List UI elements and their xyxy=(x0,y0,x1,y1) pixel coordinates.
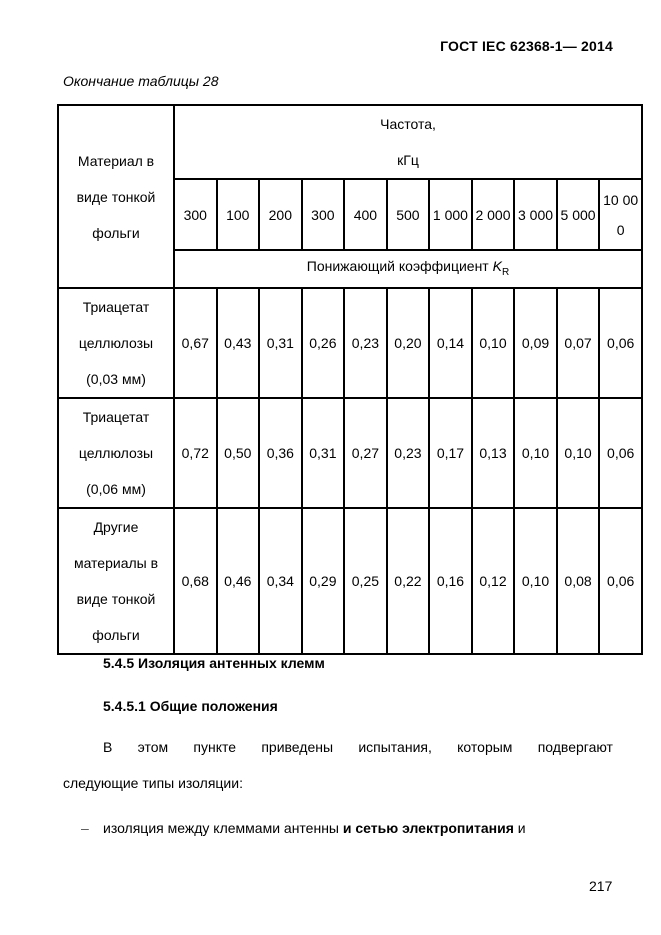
value-cell: 0,31 xyxy=(302,398,345,508)
table-caption: Окончание таблицы 28 xyxy=(63,73,219,89)
value-cell: 0,25 xyxy=(344,508,387,654)
paragraph-word: подвергают xyxy=(537,739,613,755)
material-line: Триацетат xyxy=(82,299,150,315)
frequency-cell: 500 xyxy=(387,179,430,250)
material-line: виде тонкой xyxy=(76,591,156,607)
frequency-cell: 400 xyxy=(344,179,387,250)
material-header-cell xyxy=(58,105,174,288)
frequency-cell: 300 xyxy=(174,179,217,250)
paragraph-word: которым xyxy=(457,739,513,755)
value-cell: 0,46 xyxy=(217,508,260,654)
bullet-dash: – xyxy=(81,820,89,836)
paragraph-first-line xyxy=(103,739,613,755)
value-cell: 0,16 xyxy=(429,508,472,654)
bullet-text: изоляция между клеммами антенны xyxy=(103,820,343,836)
value-cell: 0,26 xyxy=(302,288,345,398)
frequency-cell: 5 000 xyxy=(557,179,600,250)
value-cell: 0,34 xyxy=(259,508,302,654)
material-header-line: фольги xyxy=(92,224,140,241)
value-cell: 0,36 xyxy=(259,398,302,508)
value-cell: 0,06 xyxy=(599,288,642,398)
coefficient-subscript: R xyxy=(501,266,510,278)
document-id: ГОСТ IEC 62368-1— 2014 xyxy=(440,38,613,54)
paragraph-word: приведены xyxy=(261,739,334,755)
paragraph-word: В xyxy=(103,739,113,755)
value-cell: 0,68 xyxy=(174,508,217,654)
value-cell: 0,22 xyxy=(387,508,430,654)
subsection-heading: 5.4.5.1 Общие положения xyxy=(103,698,278,714)
frequency-header-cell xyxy=(174,105,642,179)
value-cell: 0,10 xyxy=(472,288,515,398)
material-cell xyxy=(58,288,174,398)
value-cell: 0,17 xyxy=(429,398,472,508)
frequency-cell: 100 xyxy=(217,179,260,250)
material-line: целлюлозы xyxy=(78,335,154,351)
frequency-cell: 200 xyxy=(259,179,302,250)
value-cell: 0,10 xyxy=(514,398,557,508)
coefficient-header-cell xyxy=(174,250,642,288)
frequency-cell: 300 xyxy=(302,179,345,250)
bullet-bold-text: и сетью электропитания xyxy=(342,820,514,836)
paragraph-continuation: следующие типы изоляции: xyxy=(63,775,243,791)
value-cell: 0,72 xyxy=(174,398,217,508)
paragraph-word: этом xyxy=(137,739,169,755)
frequency-cell: 3 000 xyxy=(514,179,557,250)
table-row xyxy=(58,398,642,508)
value-cell: 0,07 xyxy=(557,288,600,398)
coefficient-symbol: K xyxy=(492,257,502,274)
table-28 xyxy=(57,104,643,655)
table-row xyxy=(58,288,642,398)
bullet-item xyxy=(103,820,526,836)
value-cell: 0,08 xyxy=(557,508,600,654)
value-cell: 0,10 xyxy=(557,398,600,508)
material-line: фольги xyxy=(92,627,140,643)
material-header-line: виде тонкой xyxy=(76,188,156,205)
page-number: 217 xyxy=(589,878,613,894)
value-cell: 0,12 xyxy=(472,508,515,654)
value-cell: 0,20 xyxy=(387,288,430,398)
section-heading: 5.4.5 Изоляция антенных клемм xyxy=(103,655,325,671)
value-cell: 0,43 xyxy=(217,288,260,398)
material-line: (0,03 мм) xyxy=(86,371,146,387)
paragraph-word: испытания, xyxy=(358,739,432,755)
frequency-cell: 2 000 xyxy=(472,179,515,250)
coefficient-header-text: Понижающий коэффициент xyxy=(306,257,489,274)
value-cell: 0,50 xyxy=(217,398,260,508)
material-line: Другие xyxy=(93,519,139,535)
value-cell: 0,23 xyxy=(387,398,430,508)
value-cell: 0,06 xyxy=(599,398,642,508)
frequency-header-line: кГц xyxy=(397,152,419,168)
material-line: целлюлозы xyxy=(78,445,154,461)
value-cell: 0,67 xyxy=(174,288,217,398)
material-line: (0,06 мм) xyxy=(86,481,146,497)
value-cell: 0,09 xyxy=(514,288,557,398)
value-cell: 0,29 xyxy=(302,508,345,654)
value-cell: 0,13 xyxy=(472,398,515,508)
value-cell: 0,14 xyxy=(429,288,472,398)
material-line: материалы в xyxy=(73,555,159,571)
paragraph-word: пункте xyxy=(193,739,237,755)
material-header-line: Материал в xyxy=(77,152,155,169)
value-cell: 0,10 xyxy=(514,508,557,654)
value-cell: 0,31 xyxy=(259,288,302,398)
material-cell xyxy=(58,508,174,654)
material-cell xyxy=(58,398,174,508)
table-row xyxy=(58,508,642,654)
value-cell: 0,23 xyxy=(344,288,387,398)
frequency-cell: 1 000 xyxy=(429,179,472,250)
bullet-tail: и xyxy=(513,820,526,836)
value-cell: 0,06 xyxy=(599,508,642,654)
frequency-cell: 10 000 xyxy=(599,179,642,250)
material-line: Триацетат xyxy=(82,409,150,425)
frequency-header-line: Частота, xyxy=(380,116,436,132)
value-cell: 0,27 xyxy=(344,398,387,508)
